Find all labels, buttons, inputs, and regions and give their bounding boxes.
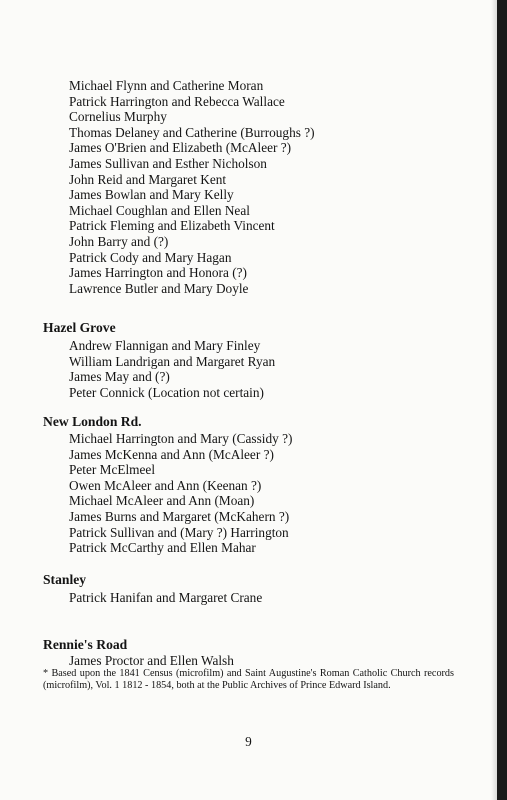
list-item: Patrick Fleming and Elizabeth Vincent	[69, 218, 275, 234]
list-item: James Bowlan and Mary Kelly	[69, 187, 234, 203]
list-item: John Reid and Margaret Kent	[69, 171, 227, 187]
list-item: Peter McElmeel	[69, 462, 156, 478]
list-item: James May and (?)	[69, 369, 170, 385]
section-heading-new-london-rd: New London Rd.	[43, 414, 142, 429]
list-item: James Proctor and Ellen Walsh	[69, 653, 234, 668]
list-item: Michael McAleer and Ann (Moan)	[69, 493, 255, 509]
list-item: John Barry and (?)	[69, 233, 169, 249]
list-item: Patrick Harrington and Rebecca Wallace	[69, 93, 285, 109]
list-item: Patrick Hanifan and Margaret Crane	[69, 590, 263, 605]
list-item: Patrick McCarthy and Ellen Mahar	[69, 540, 256, 556]
family-list	[69, 78, 315, 296]
section-heading-rennies-road: Rennie's Road	[43, 637, 128, 652]
list-item: Andrew Flannigan and Mary Finley	[69, 338, 261, 353]
list-item: Lawrence Butler and Mary Doyle	[69, 280, 249, 296]
hazel-grove-list	[69, 338, 275, 400]
list-item: James O'Brien and Elizabeth (McAleer ?)	[69, 140, 292, 156]
section-heading-hazel-grove: Hazel Grove	[43, 320, 116, 335]
list-item: Patrick Sullivan and (Mary ?) Harrington	[69, 524, 289, 540]
list-item: Michael Coughlan and Ellen Neal	[69, 202, 250, 218]
list-item: James Harrington and Honora (?)	[69, 265, 247, 281]
list-item: James McKenna and Ann (McAleer ?)	[69, 446, 274, 462]
rennies-road-list	[69, 653, 234, 669]
list-item: William Landrigan and Margaret Ryan	[69, 353, 276, 369]
list-item: Thomas Delaney and Catherine (Burroughs ?)	[69, 124, 315, 140]
section-heading-stanley: Stanley	[43, 572, 87, 587]
list-item: James Sullivan and Esther Nicholson	[69, 155, 267, 171]
list-item: Cornelius Murphy	[69, 109, 167, 125]
list-item: James Burns and Margaret (McKahern ?)	[69, 508, 290, 524]
list-item: Owen McAleer and Ann (Keenan ?)	[69, 477, 262, 493]
new-london-rd-list	[69, 431, 292, 556]
list-item: Peter Connick (Location not certain)	[69, 384, 264, 400]
page-number: 9	[245, 734, 252, 749]
list-item: Michael Harrington and Mary (Cassidy ?)	[69, 431, 293, 446]
list-item: Michael Flynn and Catherine Moran	[69, 78, 264, 93]
list-item: Patrick Cody and Mary Hagan	[69, 249, 232, 265]
footnote: * Based upon the 1841 Census (microfilm) and Saint Augustine's Roman Catholic Church records (microfilm), Vol. 1 1812 - 1854, both at the Public Archives of Prince Edward Island.	[43, 668, 454, 692]
stanley-list	[69, 590, 262, 606]
